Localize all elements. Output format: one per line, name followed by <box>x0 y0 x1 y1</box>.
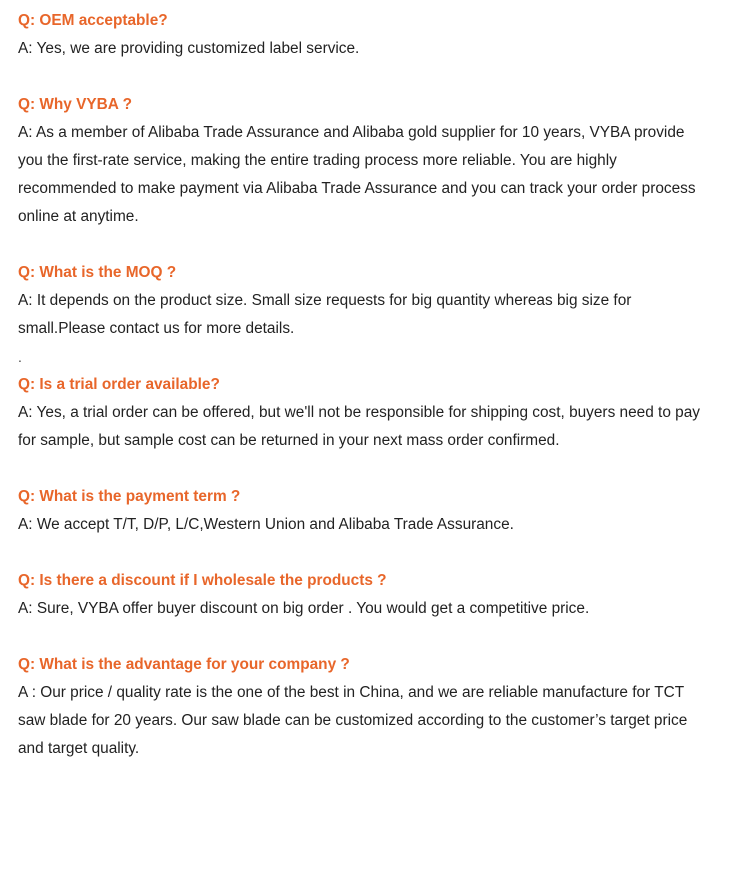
faq-item-advantage <box>18 651 743 763</box>
faq-answer-line: A: Yes, a trial order can be offered, but we'll not be responsible for shipping cost, buyers need to pay <box>18 404 700 421</box>
spacer <box>18 455 743 483</box>
faq-answer-line: A: Sure, VYBA offer buyer discount on big order . You would get a competitive price. <box>18 600 590 617</box>
faq-list <box>18 7 743 763</box>
faq-question: Q: Is a trial order available? <box>18 376 220 393</box>
faq-answer-line: A: It depends on the product size. Small size requests for big quantity whereas big size for <box>18 292 632 309</box>
faq-answer-line: saw blade for 20 years. Our saw blade can be customized according to the customer’s target price <box>18 712 688 729</box>
spacer <box>18 231 743 259</box>
faq-question: Q: OEM acceptable? <box>18 12 168 29</box>
faq-item-discount <box>18 567 743 623</box>
faq-item-oem <box>18 7 743 63</box>
spacer <box>18 539 743 567</box>
faq-answer-line: and target quality. <box>18 740 140 757</box>
faq-answer-line: you the first-rate service, making the entire trading process more reliable. You are highly <box>18 152 617 169</box>
faq-item-trial-order <box>18 371 743 455</box>
faq-answer-line: A: As a member of Alibaba Trade Assurance and Alibaba gold supplier for 10 years, VYBA provide <box>18 124 685 141</box>
faq-item-why-vyba <box>18 91 743 231</box>
faq-answer-line: small.Please contact us for more details. <box>18 320 295 337</box>
faq-answer-line: recommended to make payment via Alibaba Trade Assurance and you can track your order process <box>18 180 696 197</box>
faq-answer-line: A: Yes, we are providing customized label service. <box>18 40 360 57</box>
spacer <box>18 63 743 91</box>
spacer <box>18 623 743 651</box>
separator-dot: . <box>18 349 22 365</box>
faq-item-payment-term <box>18 483 743 539</box>
faq-question: Q: Why VYBA ? <box>18 96 133 113</box>
faq-item-moq <box>18 259 743 343</box>
faq-answer-line: A : Our price / quality rate is the one of the best in China, and we are reliable manufacture for TCT <box>18 684 685 701</box>
faq-answer-line: for sample, but sample cost can be returned in your next mass order confirmed. <box>18 432 560 449</box>
faq-question: Q: What is the payment term ? <box>18 488 241 505</box>
faq-answer-line: online at anytime. <box>18 208 139 225</box>
faq-question: Q: What is the MOQ ? <box>18 264 177 281</box>
faq-question: Q: What is the advantage for your company ? <box>18 656 350 673</box>
faq-question: Q: Is there a discount if I wholesale the products ? <box>18 572 387 589</box>
faq-answer-line: A: We accept T/T, D/P, L/C,Western Union and Alibaba Trade Assurance. <box>18 516 514 533</box>
